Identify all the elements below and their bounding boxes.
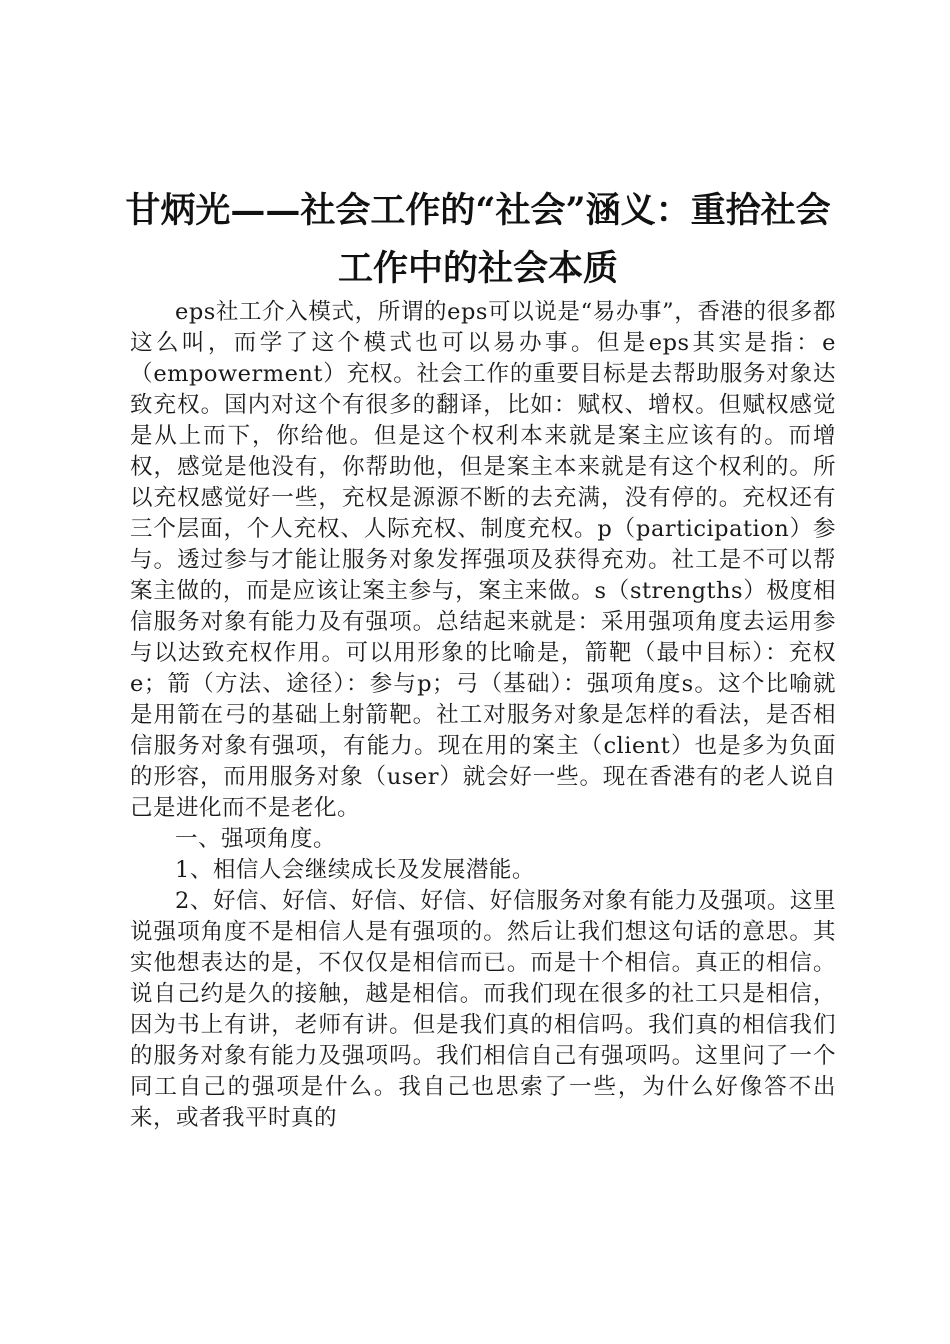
- paragraph-eps-model: eps社工介入模式，所谓的eps可以说是“易办事”，香港的很多都这么叫，而学了这个模式也可以易办事。但是eps其实是指：e（empowerment）充权。社会工作的重要目标是去帮助服务对象达致充权。国内对这个有很多的翻译，比如：赋权、增权。但赋权感觉是从上而下，你给他。但是这个权利本来就是案主应该有的。而增权，感觉是他没有，你帮助他，但是案主本来就是有这个权利的。所以充权感觉好一些，充权是源源不断的去充满，没有停的。充权还有三个层面，个人充权、人际充权、制度充权。p（participation）参与。透过参与才能让服务对象发挥强项及获得充劝。社工是不可以帮案主做的，而是应该让案主参与，案主来做。s（strengths）极度相信服务对象有能力及有强项。总结起来就是：采用强项角度去运用参与以达致充权作用。可以用形象的比喻是，箭靶（最中目标）：充权e；箭（方法、途径）：参与p；弓（基础）：强项角度s。这个比喻就是用箭在弓的基础上射箭靶。社工对服务对象是怎样的看法，是否相信服务对象有强项，有能力。现在用的案主（client）也是多为负面的形容，而用服务对象（user）就会好一些。现在香港有的老人说自己是进化而不是老化。: [130, 299, 836, 821]
- paragraph-heading-strengths: 一、强项角度。: [175, 826, 337, 852]
- document-body: [130, 297, 836, 1134]
- paragraph-item-1: 1、相信人会继续成长及发展潜能。: [175, 857, 535, 883]
- paragraph-item-2: 2、好信、好信、好信、好信、好信服务对象有能力及强项。这里说强项角度不是相信人是有强项的。然后让我们想这句话的意思。其实他想表达的是，不仅仅是相信而已。而是十个相信。真正的相信。说自己约是久的接触，越是相信。而我们现在很多的社工只是相信，因为书上有讲，老师有讲。但是我们真的相信吗。我们真的相信我们的服务对象有能力及强项吗。我们相信自己有强项吗。这里问了一个同工自己的强项是什么。我自己也思索了一些，为什么好像答不出来，或者我平时真的: [130, 888, 836, 1131]
- document-title: 甘炳光——社会工作的“社会”涵义：重拾社会工作中的社会本质: [125, 190, 831, 289]
